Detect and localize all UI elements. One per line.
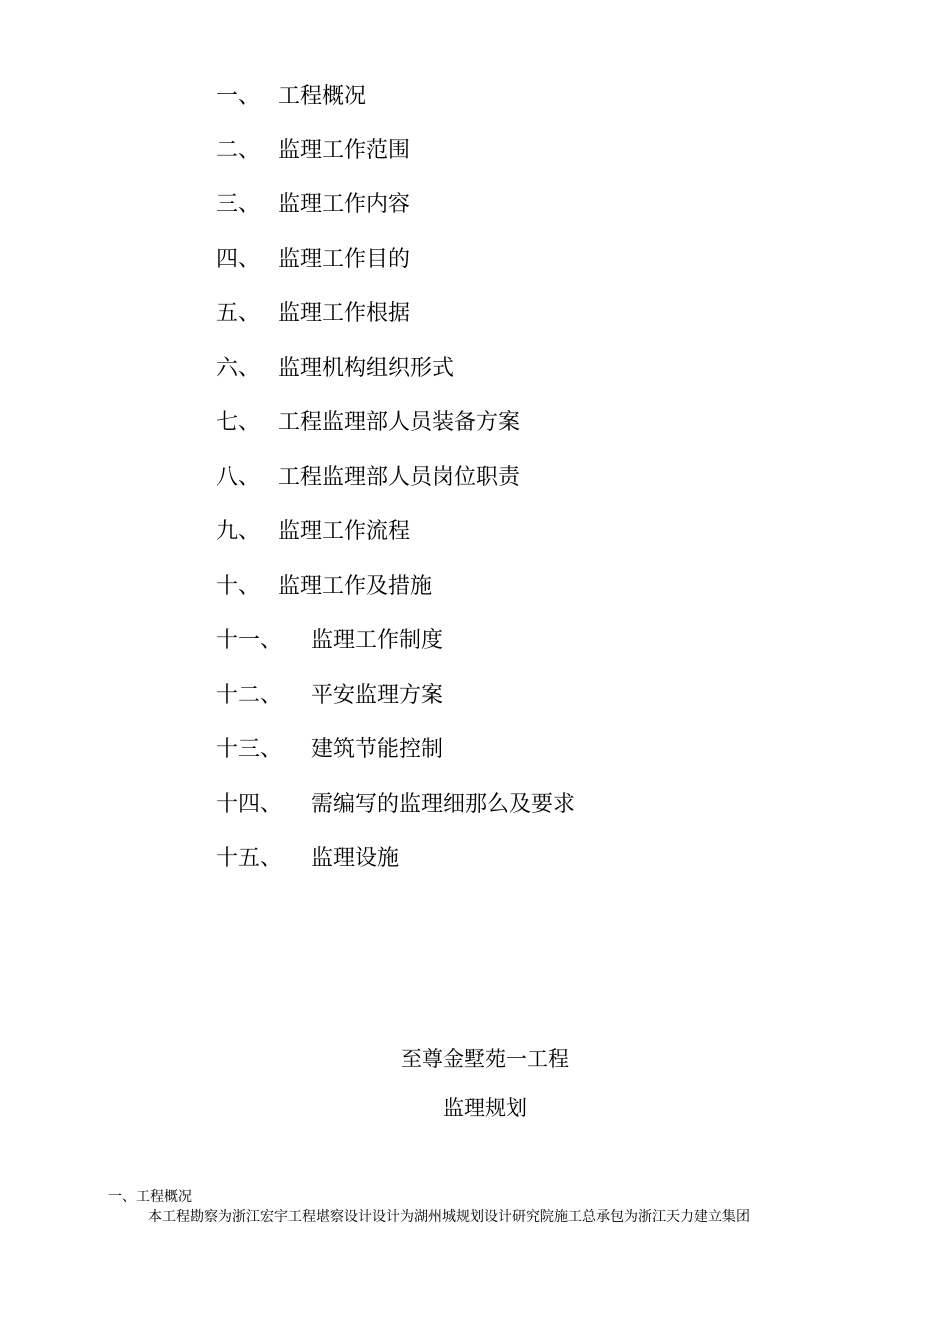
- toc-title: 监理工作根据: [278, 301, 411, 326]
- toc-item: [216, 735, 443, 765]
- toc-number: 三、: [216, 192, 261, 217]
- toc-item: [216, 190, 410, 220]
- toc-number: 五、: [216, 301, 261, 326]
- toc-title: 监理工作制度: [311, 628, 444, 653]
- toc-item: [216, 463, 520, 493]
- toc-number: 一、: [216, 84, 261, 109]
- toc-number: 十一、: [216, 628, 283, 653]
- toc-item: [216, 572, 432, 602]
- toc-title: 建筑节能控制: [311, 737, 444, 762]
- toc-title: 工程概况: [278, 84, 367, 109]
- toc-item: [216, 681, 443, 711]
- toc-item: [216, 82, 366, 112]
- toc-number: 四、: [216, 247, 261, 272]
- toc-number: 十二、: [216, 683, 283, 708]
- toc-title: 需编写的监理细那么及要求: [311, 792, 576, 817]
- toc-title: 监理工作内容: [278, 192, 411, 217]
- toc-item: [216, 408, 520, 438]
- toc-item: [216, 136, 410, 166]
- toc-title: 监理机构组织形式: [278, 356, 455, 381]
- toc-item: [216, 517, 410, 547]
- toc-title: 工程监理部人员岗位职责: [278, 465, 521, 490]
- section-heading: 一、工程概况: [108, 1189, 192, 1205]
- toc-number: 九、: [216, 519, 261, 544]
- toc-item: [216, 299, 410, 329]
- toc-number: 六、: [216, 356, 261, 381]
- toc-item: [216, 844, 399, 874]
- toc-number: 二、: [216, 138, 261, 163]
- toc-item: [216, 245, 410, 275]
- toc-number: 十、: [216, 574, 261, 599]
- toc-title: 监理工作及措施: [278, 574, 433, 599]
- toc-title: 平安监理方案: [311, 683, 444, 708]
- toc-item: [216, 626, 443, 656]
- toc-number: 十五、: [216, 846, 283, 871]
- toc-number: 十四、: [216, 792, 283, 817]
- toc-title: 工程监理部人员装备方案: [278, 410, 521, 435]
- toc-number: 七、: [216, 410, 261, 435]
- toc-title: 监理工作目的: [278, 247, 411, 272]
- toc-item: [216, 790, 575, 820]
- toc-title: 监理工作范围: [278, 138, 411, 163]
- toc-number: 十三、: [216, 737, 283, 762]
- toc-item: [216, 354, 454, 384]
- document-title: 至尊金墅苑一工程: [401, 1047, 569, 1071]
- body-paragraph: 本工程勘察为浙江宏宇工程堪察设计设计为湖州城规划设计研究院施工总承包为浙江天力建立集团: [148, 1209, 750, 1225]
- document-subtitle: 监理规划: [443, 1096, 527, 1120]
- toc-number: 八、: [216, 465, 261, 490]
- toc-title: 监理设施: [311, 846, 400, 871]
- toc-title: 监理工作流程: [278, 519, 411, 544]
